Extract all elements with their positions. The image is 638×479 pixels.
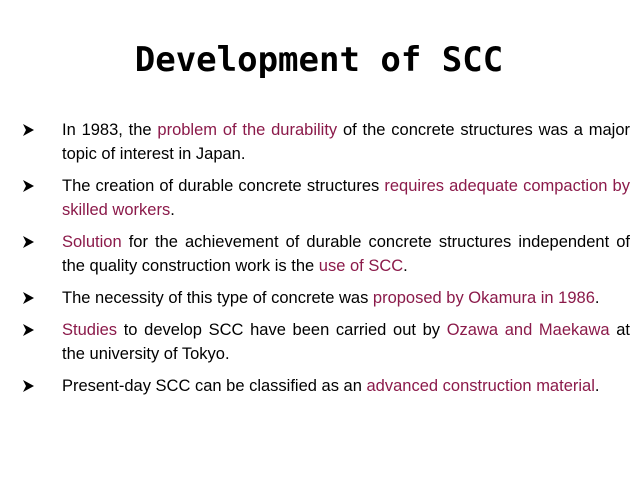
bullet-text: to develop SCC have been carried out by [117, 321, 447, 339]
bullet-text: Present-day SCC can be classified as an [62, 377, 367, 395]
bullet-text: of the concrete structures was a major topic of interest in Japan. [62, 121, 630, 163]
bullet-text: for the achievement of durable concrete structures independent of the quality construction work is the [62, 233, 630, 275]
arrowhead-bullet-icon [22, 124, 34, 136]
bullet-item [22, 230, 630, 278]
arrowhead-bullet-icon [22, 380, 34, 392]
bullet-text: . [170, 201, 175, 219]
highlighted-text: Studies [62, 321, 118, 339]
highlighted-text: use of SCC [318, 257, 404, 275]
bullet-item [22, 118, 630, 166]
bullet-text: . [403, 257, 408, 275]
highlighted-text: proposed by Okamura in 1986 [372, 289, 595, 307]
highlighted-text: advanced construction material [366, 377, 595, 395]
highlighted-text: Solution [62, 233, 122, 251]
highlighted-text: problem of the durability [157, 121, 338, 139]
arrowhead-bullet-icon [22, 236, 34, 248]
arrowhead-bullet-icon [22, 324, 34, 336]
arrowhead-bullet-icon [22, 180, 34, 192]
bullet-text: The creation of durable concrete structures [62, 177, 385, 195]
bullet-item [22, 318, 630, 366]
bullet-item [22, 174, 630, 222]
bullet-text: In 1983, the [62, 121, 158, 139]
bullet-text: . [594, 289, 600, 307]
bullet-item [22, 286, 630, 310]
bullet-list [22, 118, 630, 406]
arrowhead-bullet-icon [22, 292, 34, 304]
slide-title: Development of SCC [134, 40, 504, 80]
bullet-item [22, 374, 630, 398]
highlighted-text: requires adequate compaction by skilled workers [62, 177, 630, 219]
bullet-text: The necessity of this type of concrete was [62, 289, 373, 307]
bullet-text: at the university of Tokyo. [62, 321, 630, 363]
highlighted-text: Ozawa and Maekawa [446, 321, 610, 339]
bullet-text: . [594, 377, 600, 395]
